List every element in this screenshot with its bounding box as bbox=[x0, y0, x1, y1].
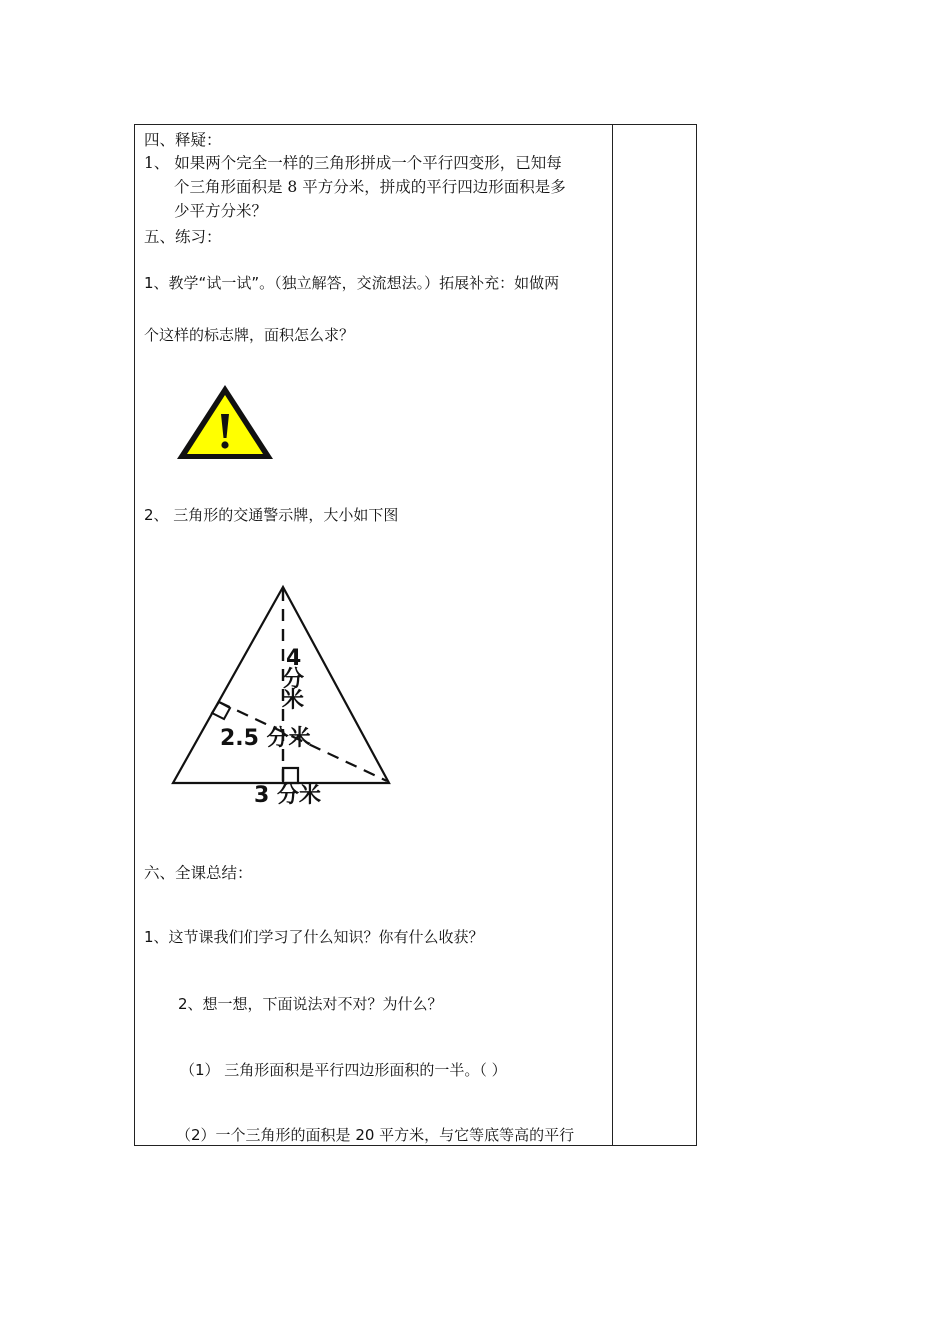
section-5-heading: 五、练习： bbox=[144, 228, 222, 246]
summary-1: 1、这节课我们们学习了什么知识？你有什么收获？ bbox=[144, 928, 484, 946]
side-height-label: 2.5 分米 bbox=[220, 726, 311, 751]
exercise-2: 2、 三角形的交通警示牌，大小如下图 bbox=[144, 506, 399, 524]
height-label-unit-2: 米 bbox=[282, 688, 305, 713]
exercise-1-line-2: 个这样的标志牌，面积怎么求？ bbox=[144, 326, 355, 344]
warning-triangle-icon bbox=[175, 383, 275, 463]
summary-2-item-1: （1） 三角形面积是平行四边形面积的一半。（ ） bbox=[180, 1061, 507, 1079]
question-1-line-2: 个三角形面积是 8 平方分米，拼成的平行四边形面积是多 bbox=[174, 178, 566, 196]
base-label: 3 分米 bbox=[254, 783, 321, 808]
height-label-unit-1: 分 bbox=[282, 667, 305, 692]
section-6-heading: 六、全课总结： bbox=[144, 864, 253, 882]
height-label-number: 4 bbox=[286, 646, 302, 671]
exercise-1-line-1: 1、教学“试一试”。（独立解答，交流想法。）拓展补充：如做两 bbox=[144, 274, 560, 292]
summary-2-item-2: （2）一个三角形的面积是 20 平方米，与它等底等高的平行 bbox=[176, 1126, 575, 1144]
question-1-line-3: 少平方分米？ bbox=[174, 202, 268, 220]
summary-2: 2、想一想，下面说法对不对？为什么？ bbox=[178, 995, 443, 1013]
column-divider bbox=[612, 125, 613, 1145]
question-1-line-1: 1、 如果两个完全一样的三角形拼成一个平行四变形，已知每 bbox=[144, 154, 562, 172]
section-4-heading: 四、释疑： bbox=[144, 131, 222, 149]
